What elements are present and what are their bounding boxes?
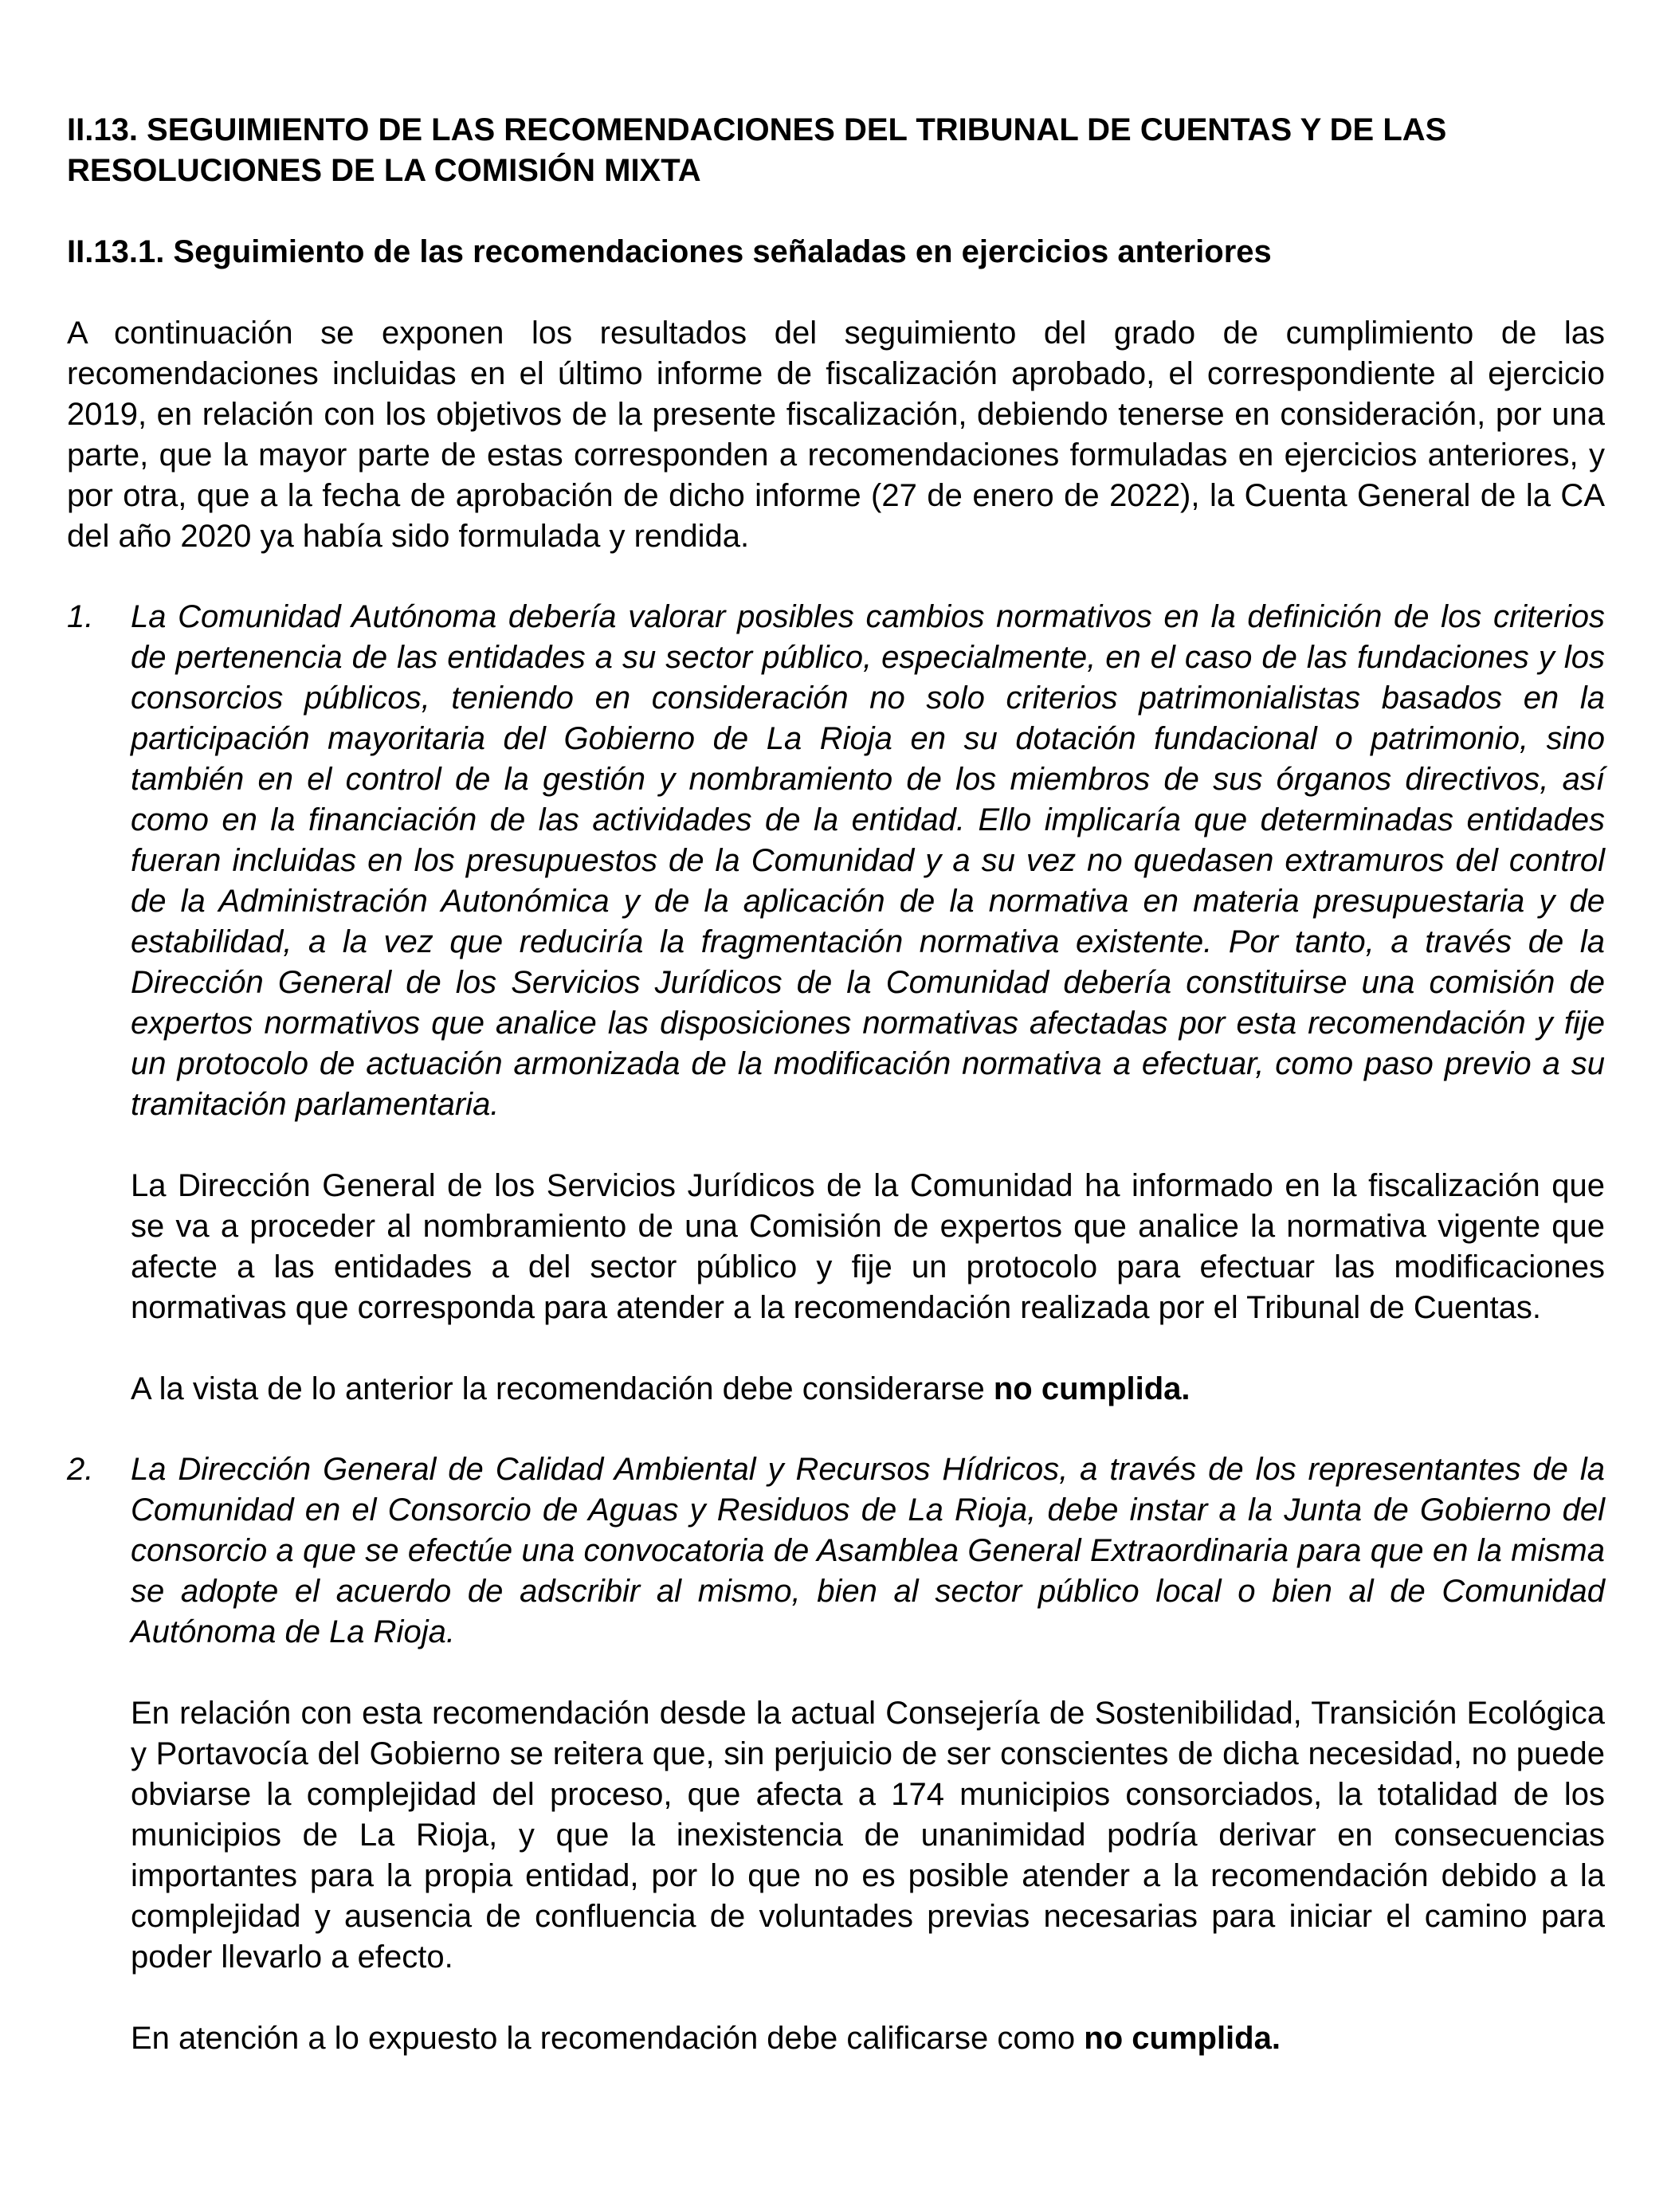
recommendation-response: En relación con esta recomendación desde la actual Consejería de Sostenibilidad, Transición Ecológica y Portavocía del Gobierno se reitera que, sin perjuicio de ser conscientes de dicha necesidad, no puede obviarse la complejidad del proceso, que afecta a 174 municipios consorciados, la totalidad de los municipios de La Rioja, y que la inexistencia de unanimidad podría derivar en consecuencias importantes para la propia entidad, por lo que no es posible atender a la recomendación debido a la complejidad y ausencia de confluencia de voluntades previas necesarias para iniciar el camino para poder llevarlo a efecto. bbox=[131, 1696, 1605, 1975]
recommendation-text: La Dirección General de Calidad Ambiental y Recursos Hídricos, a través de los representantes de la Comunidad en el Consorcio de Aguas y Residuos de La Rioja, debe instar a la Junta de Gobierno del consorcio a que se efectúe una convocatoria de Asamblea General Extraordinaria para que en la misma se adopte el acuerdo de adscribir al mismo, bien al sector público local o bien al de Comunidad Autónoma de La Rioja. bbox=[131, 1452, 1605, 1649]
recommendation-response: La Dirección General de los Servicios Jurídicos de la Comunidad ha informado en la fiscalización que se va a proceder al nombramiento de una Comisión de expertos que analice la normativa vigente que afecte a las entidades a del sector público y fije un protocolo para efectuar las modificaciones normativas que corresponda para atender a la recomendación realizada por el Tribunal de Cuentas. bbox=[131, 1168, 1605, 1325]
intro-paragraph: A continuación se exponen los resultados del seguimiento del grado de cumplimiento de las recomendaciones incluidas en el último informe de fiscalización aprobado, el correspondiente al ejercicio 2019, en relación con los objetivos de la presente fiscalización, debiendo tenerse en consideración, por una parte, que la mayor parte de estas corresponden a recomendaciones formuladas en ejercicios anteriores, y por otra, que a la fecha de aprobación de dicho informe (27 de enero de 2022), la Cuenta General de la CA del año 2020 ya había sido formulada y rendida. bbox=[67, 316, 1605, 554]
conclusion-status: no cumplida. bbox=[993, 1371, 1190, 1406]
recommendation-2 bbox=[67, 1449, 1605, 2059]
recommendation-text: La Comunidad Autónoma debería valorar posibles cambios normativos en la definición de los criterios de pertenencia de las entidades a su sector público, especialmente, en el caso de las fundaciones y los consorcios públicos, teniendo en consideración no solo criterios patrimonialistas basados en la participación mayoritaria del Gobierno de La Rioja en su dotación fundacional o patrimonio, sino también en el control de la gestión y nombramiento de los miembros de sus órganos directivos, así como en la financiación de las actividades de la entidad. Ello implicaría que determinadas entidades fueran incluidas en los presupuestos de la Comunidad y a su vez no quedasen extramuros del control de la Administración Autonómica y de la aplicación de la normativa en materia presupuestaria y de estabilidad, a la vez que reduciría la fragmentación normativa existente. Por tanto, a través de la Dirección General de los Servicios Jurídicos de la Comunidad debería constituirse una comisión de expertos normativos que analice las disposiciones normativas afectadas por esta recomendación y fije un protocolo de actuación armonizada de la modificación normativa a efectuar, como paso previo a su tramitación parlamentaria. bbox=[131, 599, 1605, 1122]
recommendation-number: 1. bbox=[67, 599, 94, 634]
conclusion-prefix: A la vista de lo anterior la recomendación debe considerarse bbox=[131, 1371, 994, 1406]
recommendation-conclusion bbox=[131, 1369, 1605, 1410]
subsection-title: II.13.1. Seguimiento de las recomendaciones señaladas en ejercicios anteriores bbox=[67, 234, 1272, 269]
document-page bbox=[67, 110, 1605, 2059]
conclusion-prefix: En atención a lo expuesto la recomendación debe calificarse como bbox=[131, 2021, 1085, 2056]
recommendation-conclusion bbox=[131, 2018, 1605, 2059]
conclusion-status: no cumplida. bbox=[1084, 2021, 1281, 2056]
section-title: II.13. SEGUIMIENTO DE LAS RECOMENDACIONES DEL TRIBUNAL DE CUENTAS Y DE LAS RESOLUCIONES DE LA COMISIÓN MIXTA bbox=[67, 112, 1447, 188]
recommendation-number: 2. bbox=[67, 1452, 94, 1487]
recommendation-1 bbox=[67, 597, 1605, 1410]
